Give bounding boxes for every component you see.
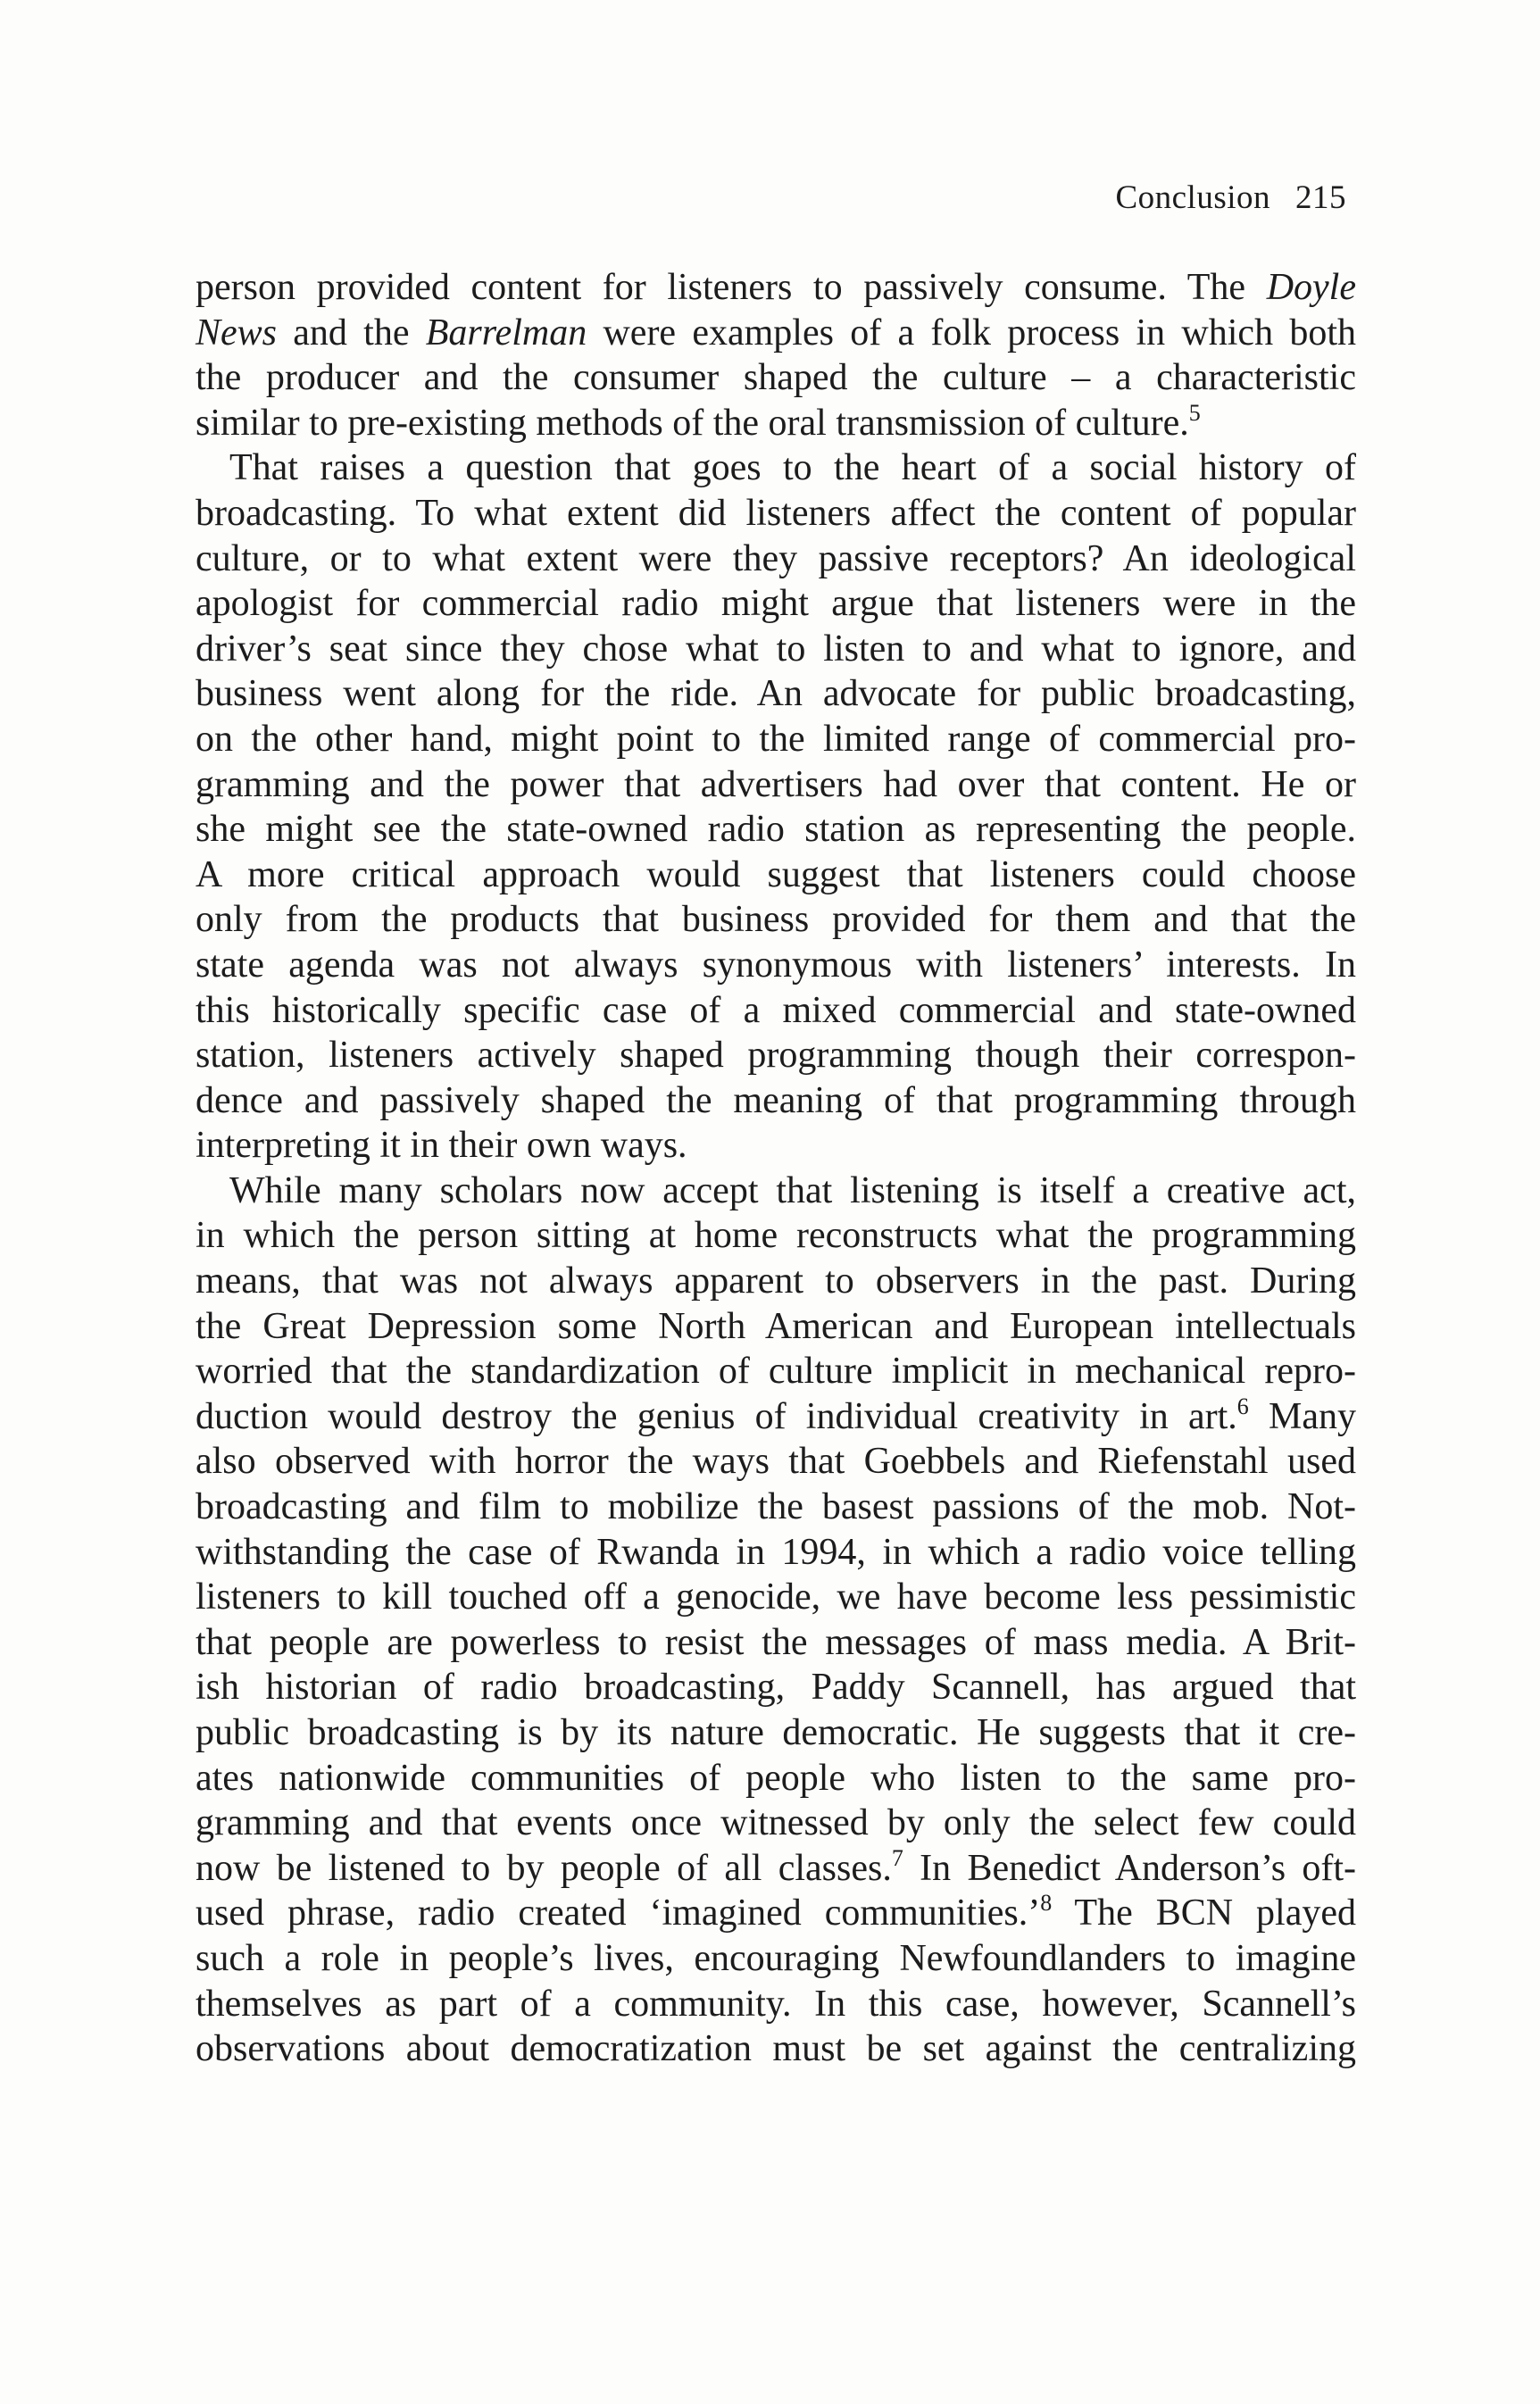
text-line: listeners to kill touched off a genocide, we have become less pessimistic — [196, 1576, 1356, 1618]
text-line: business went along for the ride. An advocate for public broadcasting, — [196, 673, 1356, 715]
text-line: ates nationwide communities of people who listen to the same pro- — [196, 1757, 1356, 1799]
text-line: duction would destroy the genius of individual creativity in art.$^6$ Many — [196, 1393, 1356, 1437]
chapter-title: Conclusion — [1115, 179, 1270, 216]
body-text — [196, 265, 1356, 2072]
text-line: gramming and the power that advertisers had over that content. He or — [196, 763, 1356, 805]
text-line: interpreting it in their own ways. — [196, 1125, 687, 1167]
text-line: themselves as part of a community. In this case, however, Scannell’s — [196, 1983, 1356, 2025]
text-line: gramming and that events once witnessed by only the select few could — [196, 1802, 1356, 1844]
text-line: the Great Depression some North American and European intellectuals — [196, 1305, 1356, 1347]
text-line: culture, or to what extent were they passive receptors? An ideological — [196, 537, 1356, 579]
text-line: such a role in people’s lives, encouraging Newfoundlanders to imagine — [196, 1937, 1356, 1979]
text-line: only from the products that business provided for them and that the — [196, 899, 1356, 941]
text-line: public broadcasting is by its nature democratic. He suggests that it cre- — [196, 1712, 1356, 1753]
text-line: in which the person sitting at home reconstructs what the programming — [196, 1215, 1356, 1257]
text-line: News and the Barrelman were examples of a folk process in which both — [196, 312, 1356, 354]
text-line: means, that was not always apparent to observers in the past. During — [196, 1260, 1356, 1302]
text-line: now be listened to by people of all classes.$^7$ In Benedict Anderson’s oft- — [196, 1844, 1357, 1889]
text-line: driver’s seat since they chose what to listen to and what to ignore, and — [196, 628, 1356, 670]
text-line: dence and passively shaped the meaning of that programming through — [196, 1079, 1356, 1121]
text-line: ish historian of radio broadcasting, Paddy Scannell, has argued that — [196, 1667, 1356, 1709]
text-line: apologist for commercial radio might argue that listeners were in the — [196, 583, 1356, 625]
text-line: broadcasting and film to mobilize the basest passions of the mob. Not- — [196, 1486, 1356, 1528]
text-line: state agenda was not always synonymous with listeners’ interests. In — [196, 944, 1356, 986]
text-line: broadcasting. To what extent did listeners affect the content of popular — [196, 492, 1356, 534]
text-line: person provided content for listeners to passively consume. The Doyle — [196, 267, 1356, 308]
text-line: used phrase, radio created ‘imagined communities.’$^8$ The BCN played — [196, 1890, 1356, 1934]
text-line: A more critical approach would suggest that listeners could choose — [196, 853, 1356, 895]
text-line: similar to pre-existing methods of the oral transmission of culture.$^5$ — [196, 399, 1201, 444]
page-number: 215 — [1295, 179, 1346, 216]
running-head — [1115, 179, 1346, 217]
text-line: she might see the state-owned radio station as representing the people. — [196, 809, 1356, 851]
text-line: That raises a question that goes to the heart of a social history of — [229, 447, 1356, 489]
text-line: observations about democratization must be set against the centralizing — [196, 2028, 1356, 2070]
text-line: the producer and the consumer shaped the culture – a characteristic — [196, 357, 1356, 399]
text-line: that people are powerless to resist the messages of mass media. A Brit- — [196, 1621, 1356, 1663]
text-line: also observed with horror the ways that Goebbels and Riefenstahl used — [196, 1441, 1356, 1483]
text-line: station, listeners actively shaped programming though their correspon- — [196, 1035, 1356, 1077]
text-line: withstanding the case of Rwanda in 1994, in which a radio voice telling — [196, 1531, 1356, 1573]
text-line: this historically specific case of a mixed commercial and state-owned — [196, 989, 1356, 1031]
text-line: While many scholars now accept that listening is itself a creative act, — [229, 1169, 1356, 1211]
text-line: on the other hand, might point to the limited range of commercial pro- — [196, 718, 1356, 760]
text-line: worried that the standardization of culture implicit in mechanical repro- — [196, 1351, 1356, 1393]
